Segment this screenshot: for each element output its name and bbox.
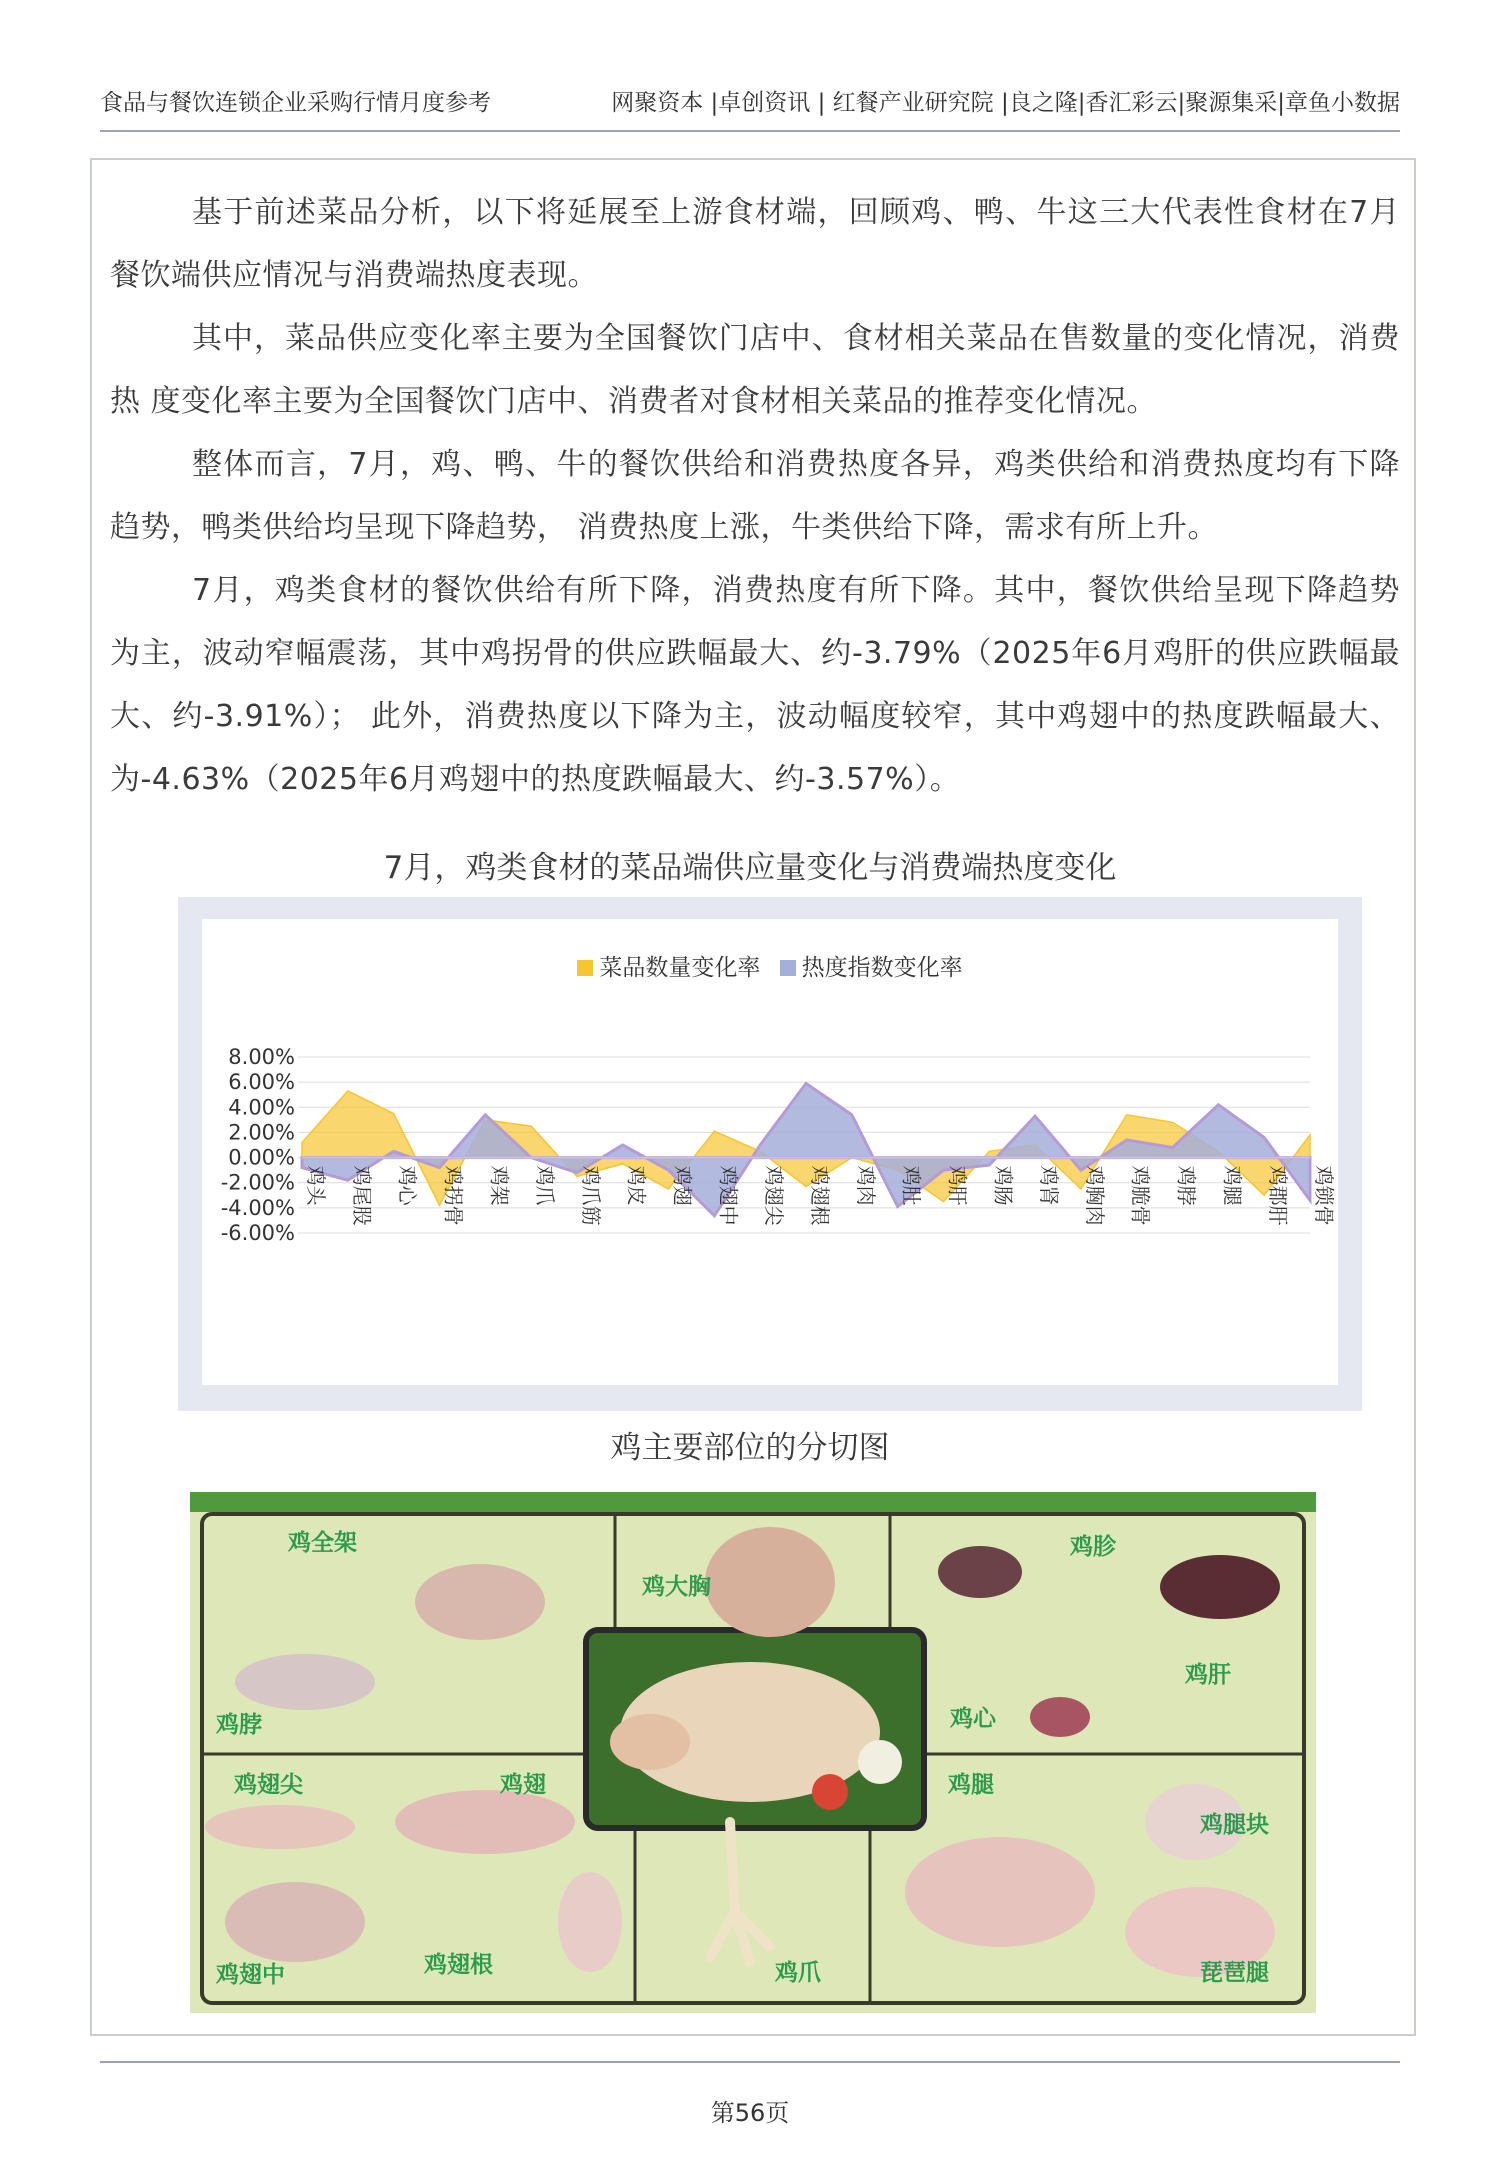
chart-plot-panel (202, 919, 1338, 1385)
data-point-heat (439, 1167, 440, 1168)
x-tick-label: 鸡翅尖 (762, 1165, 787, 1226)
footer-rule (100, 2061, 1400, 2063)
data-point-supply (760, 1151, 761, 1152)
y-tick-label: -4.00% (220, 1195, 295, 1220)
feet-shape (710, 1822, 770, 1962)
data-point-supply (714, 1131, 715, 1132)
x-tick-label: 鸡锁骨 (1312, 1165, 1336, 1226)
label-neck: 鸡脖 (216, 1712, 262, 1738)
photo-caption: 鸡主要部位的分切图 (610, 1430, 890, 1466)
data-point-heat (851, 1114, 852, 1115)
x-tick-label: 鸡肚 (899, 1165, 924, 1206)
data-point-supply (1080, 1189, 1081, 1190)
chart-title: 7月，鸡类食材的菜品端供应量变化与消费端热度变化 (383, 850, 1117, 886)
x-tick-label: 鸡心 (395, 1165, 420, 1206)
chart-container (178, 897, 1362, 1411)
chicken-cuts-illustration (190, 1492, 1316, 2013)
data-point-supply (1218, 1151, 1219, 1152)
x-tick-label: 鸡腿 (1220, 1165, 1245, 1206)
data-point-heat (897, 1206, 898, 1207)
data-point-heat (714, 1215, 715, 1216)
x-tick-label: 鸡脆骨 (1128, 1165, 1153, 1226)
x-tick-label: 鸡肠 (991, 1165, 1016, 1206)
chicken-leg (610, 1714, 690, 1770)
data-point-heat (1264, 1137, 1265, 1138)
x-tick-label: 鸡爪筋 (578, 1165, 603, 1226)
x-tick-label: 鸡脖 (1174, 1165, 1199, 1206)
x-tick-label: 鸡肝 (945, 1165, 970, 1206)
data-point-heat (576, 1172, 577, 1173)
top-green-band (190, 1492, 1316, 1512)
data-point-heat (806, 1083, 807, 1084)
y-tick-label: 2.00% (228, 1120, 295, 1145)
garlic-garnish (858, 1740, 902, 1784)
data-point-heat (622, 1145, 623, 1146)
data-point-supply (393, 1113, 394, 1114)
y-tick-label: 0.00% (228, 1145, 295, 1170)
label-wingtip: 鸡翅尖 (234, 1772, 303, 1798)
label-leg: 鸡腿 (948, 1772, 994, 1798)
x-tick-label: 鸡翅 (670, 1165, 695, 1206)
neck-shape (235, 1654, 375, 1710)
data-point-heat (1035, 1116, 1036, 1117)
data-point-heat (668, 1170, 669, 1171)
carcass-shape (415, 1564, 545, 1640)
data-point-supply (622, 1163, 623, 1164)
header-sources: 网聚资本 |卓创资讯 | 红餐产业研究院 |良之隆|香汇彩云|聚源集采|章鱼小数据 (611, 90, 1400, 116)
data-point-supply (1126, 1114, 1127, 1115)
paragraph-intro: 基于前述菜品分析，以下将延展至上游食材端，回顾鸡、鸭、牛这三大代表性食材在7月餐饮端供应情况与消费端热度表现。 (110, 195, 1400, 293)
label-wing: 鸡翅 (500, 1772, 546, 1798)
data-point-heat (485, 1114, 486, 1115)
y-tick-label: 8.00% (228, 1045, 295, 1069)
data-point-supply (1172, 1122, 1173, 1123)
y-tick-label: -2.00% (220, 1170, 295, 1195)
label-drumstick: 琵琶腿 (1200, 1960, 1269, 1986)
x-tick-label: 鸡肾 (1037, 1165, 1062, 1206)
data-point-heat (760, 1145, 761, 1146)
header-title: 食品与餐饮连锁企业采购行情月度参考 (100, 90, 491, 116)
data-point-supply (806, 1186, 807, 1187)
x-tick-label: 鸡肉 (853, 1165, 878, 1206)
data-point-supply (576, 1176, 577, 1177)
data-point-heat (989, 1165, 990, 1166)
data-point-supply (347, 1090, 348, 1091)
label-drumette: 鸡翅根 (424, 1952, 493, 1978)
data-point-supply (1310, 1134, 1311, 1135)
data-point-supply (302, 1142, 303, 1143)
data-point-heat (302, 1167, 303, 1168)
chicken-cuts-diagram (190, 1492, 1316, 2013)
data-point-heat (943, 1170, 944, 1171)
wingtip-shape (205, 1805, 355, 1849)
data-point-supply (989, 1151, 990, 1152)
paragraph-definition: 其中，菜品供应变化率主要为全国餐饮门店中、食材相关菜品在售数量的变化情况，消费热 度变化率主要为全国餐饮门店中、消费者对食材相关菜品的推荐变化情况。 (110, 321, 1400, 419)
label-breast: 鸡大胸 (642, 1574, 711, 1600)
data-point-supply (485, 1119, 486, 1120)
x-tick-label: 鸡翅根 (808, 1165, 832, 1226)
data-point-supply (897, 1170, 898, 1171)
legend-label-supply: 菜品数量变化率 (599, 955, 761, 981)
y-tick-label: -6.00% (220, 1221, 295, 1245)
label-wing-middle: 鸡翅中 (216, 1962, 285, 1988)
data-point-heat (1218, 1104, 1219, 1105)
data-point-heat (347, 1180, 348, 1181)
data-point-heat (1310, 1200, 1311, 1201)
paragraph-overview: 整体而言，7月，鸡、鸭、牛的餐饮供给和消费热度各异，鸡类供给和消费热度均有下降趋势，鸭类供给均呈现下降趋势， 消费热度上涨，牛类供给下降，需求有所上升。 (110, 447, 1400, 545)
breast-shape (705, 1527, 835, 1637)
x-tick-label: 鸡翅中 (716, 1165, 741, 1226)
leg-shape (905, 1837, 1095, 1947)
data-point-heat (1126, 1139, 1127, 1140)
data-point-supply (531, 1126, 532, 1127)
data-point-supply (1035, 1145, 1036, 1146)
data-point-heat (393, 1151, 394, 1152)
label-leg-chunk: 鸡腿块 (1200, 1812, 1269, 1838)
data-point-supply (1264, 1195, 1265, 1196)
x-tick-label: 鸡尾股 (349, 1165, 374, 1226)
x-tick-label: 鸡爪 (533, 1165, 558, 1206)
data-point-heat (1172, 1147, 1173, 1148)
label-heart: 鸡心 (950, 1706, 996, 1732)
wing-shape (395, 1790, 575, 1854)
x-tick-label: 鸡架 (487, 1165, 512, 1206)
data-point-supply (439, 1205, 440, 1206)
wing-middle-shape (225, 1882, 365, 1962)
label-feet: 鸡爪 (775, 1960, 821, 1986)
data-point-supply (668, 1189, 669, 1190)
x-tick-label: 鸡皮 (624, 1165, 649, 1206)
paragraph-chicken: 7月，鸡类食材的餐饮供给有所下降，消费热度有所下降。其中，餐饮供给呈现下降趋势为主，波动窄幅震荡，其中鸡拐骨的供应跌幅最大、约-3.79%（2025年6月鸡肝的供应跌幅最大、约-3.91%）； 此外，消费热度以下降为主，波动幅度较窄，其中鸡翅中的热度跌幅最大、为-4.63%（2025年6月鸡翅中的热度跌幅最大、约-3.57%）。 (110, 573, 1400, 797)
drumette-shape (558, 1872, 622, 1972)
y-tick-label: 6.00% (228, 1070, 295, 1095)
y-tick-label: 4.00% (228, 1095, 295, 1120)
header-rule (100, 130, 1400, 132)
liver-shape (1160, 1555, 1280, 1619)
page-header (100, 84, 1400, 120)
x-tick-label: 鸡胸肉 (1082, 1165, 1107, 1226)
data-point-heat (1080, 1170, 1081, 1171)
tomato-garnish (812, 1774, 848, 1810)
heart-shape (1030, 1697, 1090, 1737)
x-tick-label: 鸡头 (304, 1165, 328, 1206)
label-gizzard: 鸡胗 (1070, 1534, 1116, 1560)
legend-label-heat: 热度指数变化率 (801, 955, 963, 981)
label-liver: 鸡肝 (1185, 1662, 1231, 1688)
area-chart (202, 919, 1338, 1385)
x-tick-label: 鸡郡肝 (1266, 1165, 1291, 1226)
x-tick-label: 鸡拐骨 (441, 1165, 466, 1226)
gizzard-shape (938, 1546, 1022, 1598)
data-point-supply (943, 1201, 944, 1202)
page-number: 第56页 (710, 2099, 790, 2127)
label-carcass: 鸡全架 (288, 1530, 357, 1556)
